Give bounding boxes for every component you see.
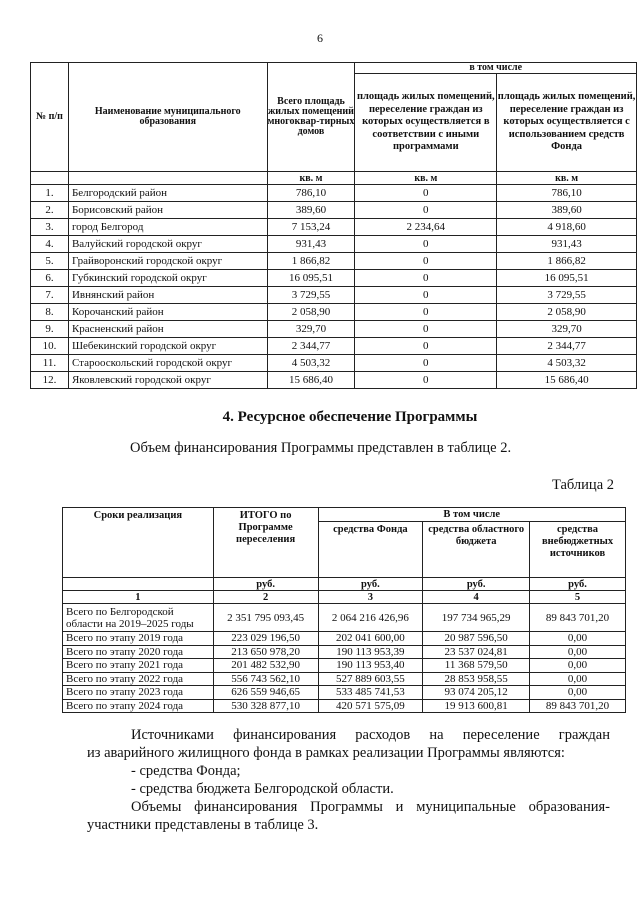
table-row	[63, 672, 626, 686]
column-index: 5	[530, 591, 626, 604]
row-regional: 11 368 579,50	[423, 659, 530, 673]
table-row	[31, 236, 637, 253]
section-intro: Объем финансирования Программы представлен в таблице 2.	[130, 440, 512, 456]
unit-total: руб.	[213, 578, 318, 591]
volumes-paragraph-line2: участники представлены в таблице 3.	[87, 817, 319, 833]
row-num: 5.	[31, 253, 69, 270]
row-num: 4.	[31, 236, 69, 253]
row-label: Всего по этапу 2019 года	[63, 632, 214, 646]
row-extra: 0,00	[530, 632, 626, 646]
table-row	[31, 304, 637, 321]
row-other: 2 234,64	[355, 219, 497, 236]
row-name: Корочанский район	[68, 304, 267, 321]
table-row	[63, 604, 626, 632]
header-including: В том числе	[318, 508, 625, 522]
row-total: 4 503,32	[267, 355, 355, 372]
row-regional: 19 913 600,81	[423, 699, 530, 713]
row-fund: 4 918,60	[497, 219, 637, 236]
row-num: 9.	[31, 321, 69, 338]
column-index: 4	[423, 591, 530, 604]
row-other: 0	[355, 338, 497, 355]
row-regional: 20 987 596,50	[423, 632, 530, 646]
row-fund: 2 344,77	[497, 338, 637, 355]
row-regional: 93 074 205,12	[423, 686, 530, 700]
table-row	[31, 185, 637, 202]
row-total: 2 058,90	[267, 304, 355, 321]
source-item-regional-budget: - средства бюджета Белгородской области.	[131, 781, 394, 797]
row-fund: 2 064 216 426,96	[318, 604, 423, 632]
row-total: 931,43	[267, 236, 355, 253]
row-other: 0	[355, 321, 497, 338]
row-label: Всего по этапу 2024 года	[63, 699, 214, 713]
row-name: Борисовский район	[68, 202, 267, 219]
row-total: 3 729,55	[267, 287, 355, 304]
table-row	[31, 372, 637, 389]
unit-cell-empty	[68, 172, 267, 185]
row-num: 1.	[31, 185, 69, 202]
row-label: Всего по этапу 2020 года	[63, 645, 214, 659]
table-row	[31, 355, 637, 372]
header-period: Сроки реализация	[63, 508, 214, 578]
table-row	[31, 202, 637, 219]
row-num: 6.	[31, 270, 69, 287]
page-number: 6	[317, 31, 323, 45]
header-num: № п/п	[31, 63, 69, 172]
unit-extra: руб.	[530, 578, 626, 591]
row-total: 530 328 877,10	[213, 699, 318, 713]
header-including: в том числе	[355, 63, 637, 74]
row-num: 10.	[31, 338, 69, 355]
row-other: 0	[355, 185, 497, 202]
row-total: 7 153,24	[267, 219, 355, 236]
row-name: Красненский район	[68, 321, 267, 338]
row-fund: 2 058,90	[497, 304, 637, 321]
row-name: Белгородский район	[68, 185, 267, 202]
row-fund: 190 113 953,40	[318, 659, 423, 673]
row-name: Ивнянский район	[68, 287, 267, 304]
row-other: 0	[355, 372, 497, 389]
row-other: 0	[355, 270, 497, 287]
table-row	[63, 699, 626, 713]
row-total: 2 351 795 093,45	[213, 604, 318, 632]
header-total: Всего площадь жилых помещений многоквар-тирных домов	[267, 63, 355, 172]
header-other-programs: площадь жилых помещений, переселение граждан из которых осуществляется в соответствии с иными программами	[355, 74, 497, 172]
row-regional: 28 853 958,55	[423, 672, 530, 686]
row-extra: 89 843 701,20	[530, 604, 626, 632]
table-row	[63, 686, 626, 700]
row-fund: 202 041 600,00	[318, 632, 423, 646]
row-fund: 786,10	[497, 185, 637, 202]
row-num: 8.	[31, 304, 69, 321]
row-total: 786,10	[267, 185, 355, 202]
column-index: 1	[63, 591, 214, 604]
row-total: 213 650 978,20	[213, 645, 318, 659]
row-total: 389,60	[267, 202, 355, 219]
header-name: Наименование муниципального образования	[68, 63, 267, 172]
sources-paragraph-line1: Источниками финансирования расходов на переселение граждан	[131, 727, 610, 743]
unit-total: кв. м	[267, 172, 355, 185]
row-num: 7.	[31, 287, 69, 304]
row-num: 12.	[31, 372, 69, 389]
row-total: 1 866,82	[267, 253, 355, 270]
row-name: Шебекинский городской округ	[68, 338, 267, 355]
source-item-fund: - средства Фонда;	[131, 763, 241, 779]
financing-table	[62, 507, 626, 713]
row-fund: 527 889 603,55	[318, 672, 423, 686]
header-extra: средства внебюджетных источников	[530, 522, 626, 578]
row-name: Старооскольский городской округ	[68, 355, 267, 372]
row-total: 329,70	[267, 321, 355, 338]
housing-area-table	[30, 62, 637, 389]
row-label: Всего по этапу 2021 года	[63, 659, 214, 673]
row-regional: 197 734 965,29	[423, 604, 530, 632]
unit-fund: кв. м	[497, 172, 637, 185]
table-row	[31, 219, 637, 236]
row-fund: 931,43	[497, 236, 637, 253]
row-total: 223 029 196,50	[213, 632, 318, 646]
unit-regional: руб.	[423, 578, 530, 591]
unit-cell-empty	[63, 578, 214, 591]
row-label: Всего по Белгородской области на 2019–2025 годы	[63, 604, 214, 632]
row-extra: 0,00	[530, 672, 626, 686]
row-total: 15 686,40	[267, 372, 355, 389]
row-extra: 0,00	[530, 659, 626, 673]
row-fund: 1 866,82	[497, 253, 637, 270]
row-other: 0	[355, 236, 497, 253]
row-num: 2.	[31, 202, 69, 219]
table-row	[31, 270, 637, 287]
table-row	[31, 253, 637, 270]
header-fund: средства Фонда	[318, 522, 423, 578]
table-row	[31, 287, 637, 304]
table-row	[31, 338, 637, 355]
row-extra: 0,00	[530, 686, 626, 700]
column-index: 3	[318, 591, 423, 604]
row-name: Валуйский городской округ	[68, 236, 267, 253]
row-num: 3.	[31, 219, 69, 236]
unit-fund: руб.	[318, 578, 423, 591]
row-other: 0	[355, 253, 497, 270]
row-total: 2 344,77	[267, 338, 355, 355]
row-total: 626 559 946,65	[213, 686, 318, 700]
unit-other: кв. м	[355, 172, 497, 185]
table-label: Таблица 2	[551, 477, 614, 493]
row-name: город Белгород	[68, 219, 267, 236]
table-row	[63, 632, 626, 646]
sources-paragraph-line2: из аварийного жилищного фонда в рамках реализации Программы являются:	[87, 745, 565, 761]
row-regional: 23 537 024,81	[423, 645, 530, 659]
row-fund: 329,70	[497, 321, 637, 338]
row-fund: 15 686,40	[497, 372, 637, 389]
volumes-paragraph-line1: Объемы финансирования Программы и муниципальные образования-	[131, 799, 610, 815]
row-other: 0	[355, 304, 497, 321]
table-row	[63, 645, 626, 659]
row-fund: 4 503,32	[497, 355, 637, 372]
row-fund: 420 571 575,09	[318, 699, 423, 713]
row-extra: 0,00	[530, 645, 626, 659]
row-fund: 389,60	[497, 202, 637, 219]
row-fund: 533 485 741,53	[318, 686, 423, 700]
header-total: ИТОГО по Программе переселения	[213, 508, 318, 578]
row-total: 16 095,51	[267, 270, 355, 287]
row-other: 0	[355, 355, 497, 372]
table-row	[31, 321, 637, 338]
row-fund: 190 113 953,39	[318, 645, 423, 659]
row-fund: 16 095,51	[497, 270, 637, 287]
row-label: Всего по этапу 2022 года	[63, 672, 214, 686]
row-name: Яковлевский городской округ	[68, 372, 267, 389]
row-num: 11.	[31, 355, 69, 372]
column-index: 2	[213, 591, 318, 604]
section-heading: 4. Ресурсное обеспечение Программы	[222, 409, 478, 425]
row-total: 556 743 562,10	[213, 672, 318, 686]
row-other: 0	[355, 287, 497, 304]
row-name: Губкинский городской округ	[68, 270, 267, 287]
row-other: 0	[355, 202, 497, 219]
header-regional: средства областного бюджета	[423, 522, 530, 578]
row-label: Всего по этапу 2023 года	[63, 686, 214, 700]
table-row	[63, 659, 626, 673]
unit-cell-empty	[31, 172, 69, 185]
row-name: Грайворонский городской округ	[68, 253, 267, 270]
row-fund: 3 729,55	[497, 287, 637, 304]
row-extra: 89 843 701,20	[530, 699, 626, 713]
header-fund: площадь жилых помещений, переселение граждан из которых осуществляется с использованием средств Фонда	[497, 74, 637, 172]
row-total: 201 482 532,90	[213, 659, 318, 673]
